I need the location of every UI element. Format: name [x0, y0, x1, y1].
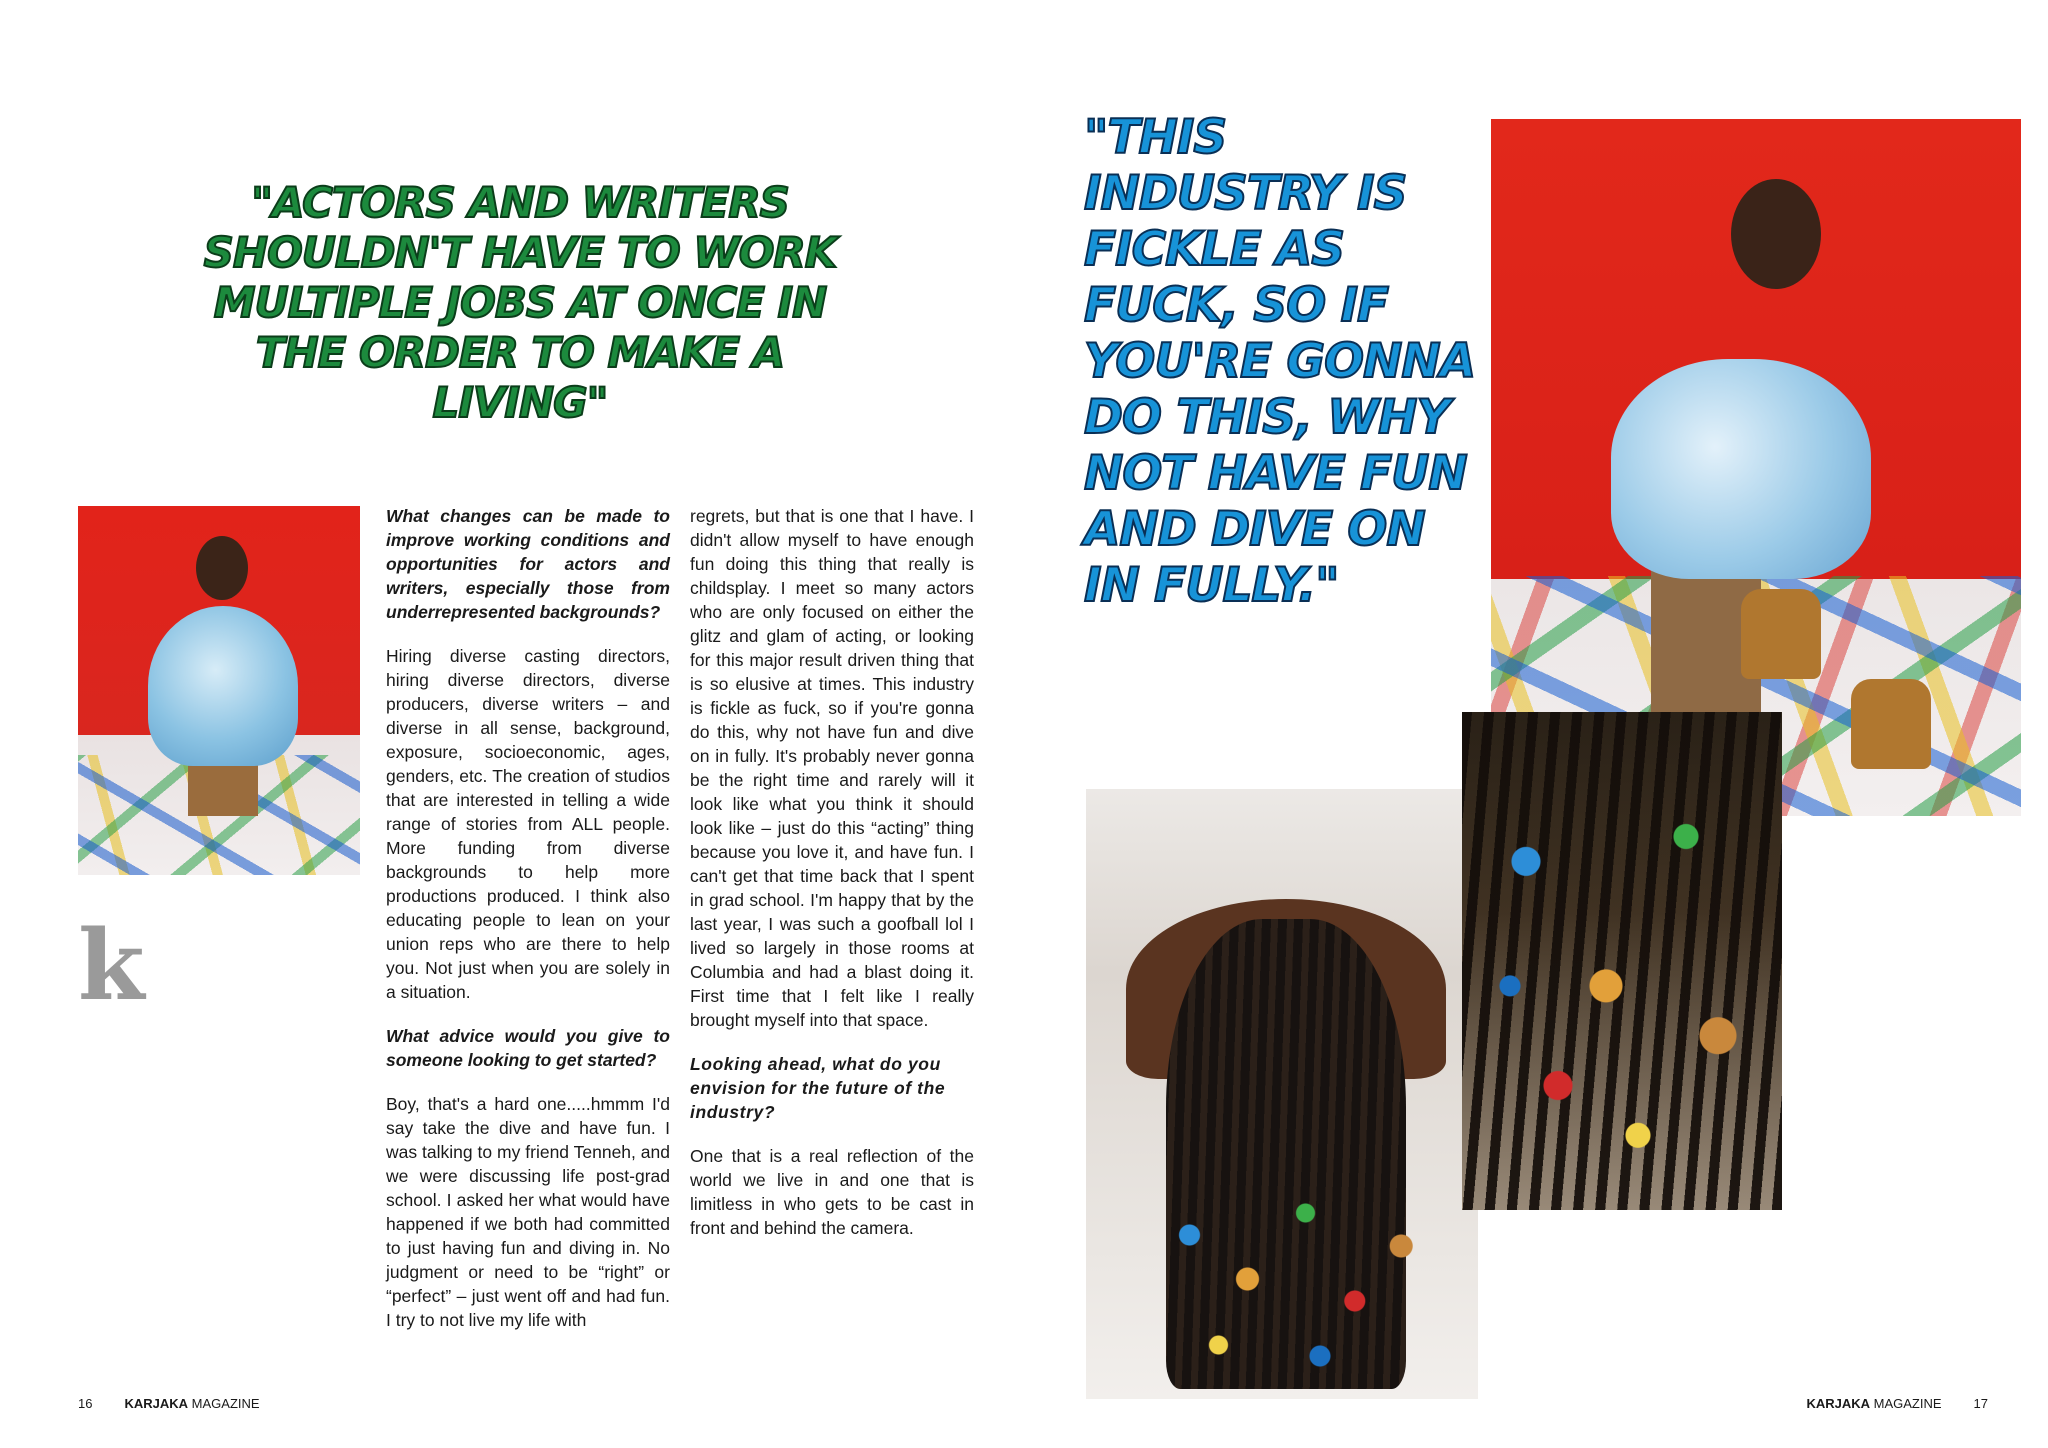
blue-dress: [148, 606, 298, 766]
answer-2-continued: regrets, but that is one that I have. I didn't allow myself to have enough fun doing this thing that really is childsplay. I meet so many actors who are only focused on either the glitz and glam of acting, or looking for this major result driven thing that is so elusive at times. This industry is fickle as fuck, so if you're gonna do this, why not have fun and dive on in fully. It's probably never gonna be the right time and rarely will it look like what you think it should look like – just do this “acting” thing because you love it, and have fun. I can't get that time back that I spent in grad school. I'm happy that by the last year, I was such a goofball lol I lived so largely in those rooms at Columbia and had a blast doing it. First time that I felt like I really brought myself into that space.: [690, 506, 974, 1030]
answer-3: One that is a real reflection of the world we live in and one that is limitless in who gets to be cast in front and behind the camera.: [690, 1146, 974, 1238]
braids-back-photo: [1086, 789, 1478, 1399]
pull-quote-right: "THIS INDUSTRY IS FICKLE AS FUCK, SO IF YOU'RE GONNA DO THIS, WHY NOT HAVE FUN AND DIVE ON IN FULLY.": [1084, 110, 1476, 613]
article-column-2: [690, 504, 974, 1260]
footer-magazine: MAGAZINE: [1873, 1396, 1942, 1411]
subject-head: [1731, 179, 1821, 289]
subject-head: [196, 536, 248, 600]
answer-1: Hiring diverse casting directors, hiring diverse directors, diverse producers, diverse writers – and diverse in all sense, background, exposure, socioeconomic, ages, genders, etc. The creation of studios that are interested in telling a wide range of stories from ALL people. More funding from diverse backgrounds to help more productions produced. I think also educating people to lean on your union reps who are there to help you. Not just when you are solely in a situation.: [386, 646, 670, 1002]
boot: [1851, 679, 1931, 769]
pull-quote-left: "ACTORS AND WRITERS SHOULDN'T HAVE TO WORK MULTIPLE JOBS AT ONCE IN THE ORDER TO MAKE A LIVING": [203, 178, 837, 427]
boot: [1741, 589, 1821, 679]
footer-right: [1806, 1396, 1988, 1411]
answer-2: Boy, that's a hard one.....hmmm I'd say take the dive and have fun. I was talking to my friend Tenneh, and we were discussing life post-grad school. I asked her what would have happened if we both had committed to just having fun and diving in. No judgment or need to be “right” or “perfect” – just went off and had fun. I try to not live my life with: [386, 1094, 670, 1330]
question-2: What advice would you give to someone looking to get started?: [386, 1026, 670, 1070]
footer-brand: KARJAKA: [124, 1396, 189, 1411]
question-3: Looking ahead, what do you envision for the future of the industry?: [690, 1054, 946, 1122]
footer-left: [78, 1396, 260, 1411]
hair-beads: [1462, 712, 1782, 1210]
footer-brand: KARJAKA: [1806, 1396, 1870, 1411]
portrait-photo-small: [78, 506, 360, 875]
beads-closeup-photo: [1462, 712, 1782, 1210]
page-number: 17: [1973, 1396, 1988, 1411]
blue-dress: [1611, 359, 1871, 579]
footer-magazine: MAGAZINE: [191, 1396, 260, 1411]
hair-beads: [1146, 1169, 1436, 1389]
karjaka-k-logo: k: [78, 909, 145, 1022]
question-1: What changes can be made to improve working conditions and opportunities for actors and writers, especially those from underrepresented backgrounds?: [386, 506, 670, 622]
article-column-1: [386, 504, 670, 1352]
page-number: 16: [78, 1396, 93, 1411]
